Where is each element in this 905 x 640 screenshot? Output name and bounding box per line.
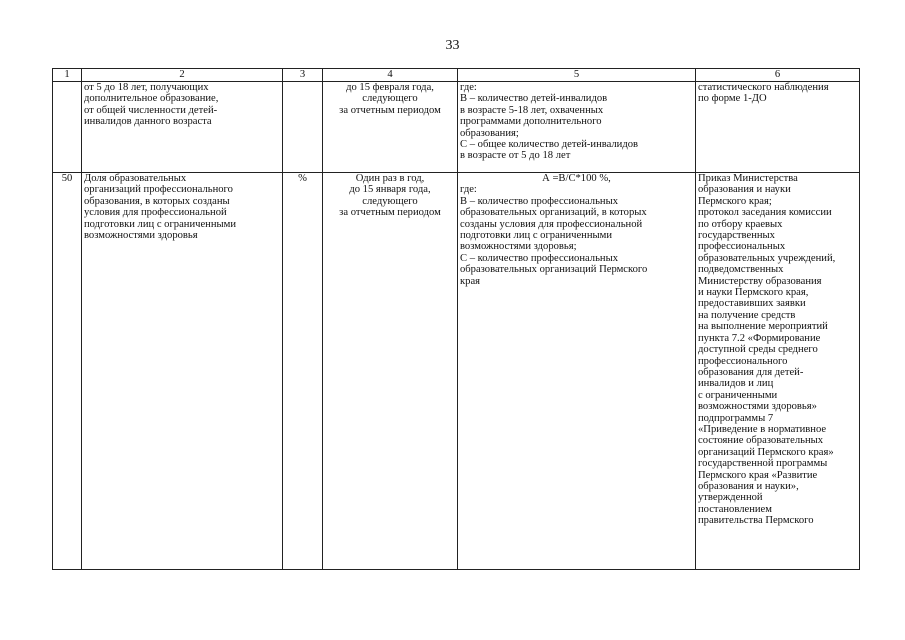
formula-text: где: В – количество профессиональных образовательных организаций, в которых созданы условия для профессиональной подготовки лиц с ограниченными возможностями здоровья; С – количество профессиональных образовательных организаций Пермского края (460, 184, 648, 287)
unit-cell (283, 82, 323, 173)
period-cell: до 15 февраля года, следующего за отчетным периодом (323, 82, 458, 173)
row-number-cell: 50 (53, 173, 82, 570)
indicator-name-cell: Доля образовательных организаций профессионального образования, в которых созданы условия для профессиональной подготовки лиц с ограниченными возможностями здоровья (82, 173, 283, 570)
formula-cell (458, 173, 696, 570)
table-row (53, 173, 860, 570)
table-row (53, 82, 860, 173)
column-header: 4 (323, 69, 458, 82)
unit-cell: % (283, 173, 323, 570)
row-number-cell (53, 82, 82, 173)
column-header: 6 (696, 69, 860, 82)
column-header: 1 (53, 69, 82, 82)
indicator-name-cell: от 5 до 18 лет, получающих дополнительное образование, от общей численности детей- инвалидов данного возраста (82, 82, 283, 173)
column-header: 2 (82, 69, 283, 82)
header-row (53, 69, 860, 82)
column-header: 5 (458, 69, 696, 82)
source-cell: Приказ Министерства образования и науки Пермского края; протокол заседания комиссии по отбору краевых государственных профессиональных образовательных учреждений, подведомственных Министерству образования и науки Пермского края, предоставивших заявки на получение средств на выполнение мероприятий пункта 7.2 «Формирование доступной среды среднего профессионального образования для детей- инвалидов и лиц с ограниченными возможностями здоровья» подпрограммы 7 «Приведение в нормативное состояние образовательных организаций Пермского края» государственной программы Пермского края «Развитие образования и науки», утвержденной постановлением правительства Пермского (696, 173, 860, 570)
indicators-table (52, 68, 860, 570)
formula-cell: где: В – количество детей-инвалидов в возрасте 5-18 лет, охваченных программами дополнительного образования; С – общее количество детей-инвалидов в возрасте от 5 до 18 лет (458, 82, 696, 173)
page-number: 33 (445, 38, 460, 53)
period-cell: Один раз в год, до 15 января года, следующего за отчетным периодом (323, 173, 458, 570)
formula-title: А =В/С*100 %, (542, 173, 611, 184)
column-header: 3 (283, 69, 323, 82)
source-cell: статистического наблюдения по форме 1-ДО (696, 82, 860, 173)
